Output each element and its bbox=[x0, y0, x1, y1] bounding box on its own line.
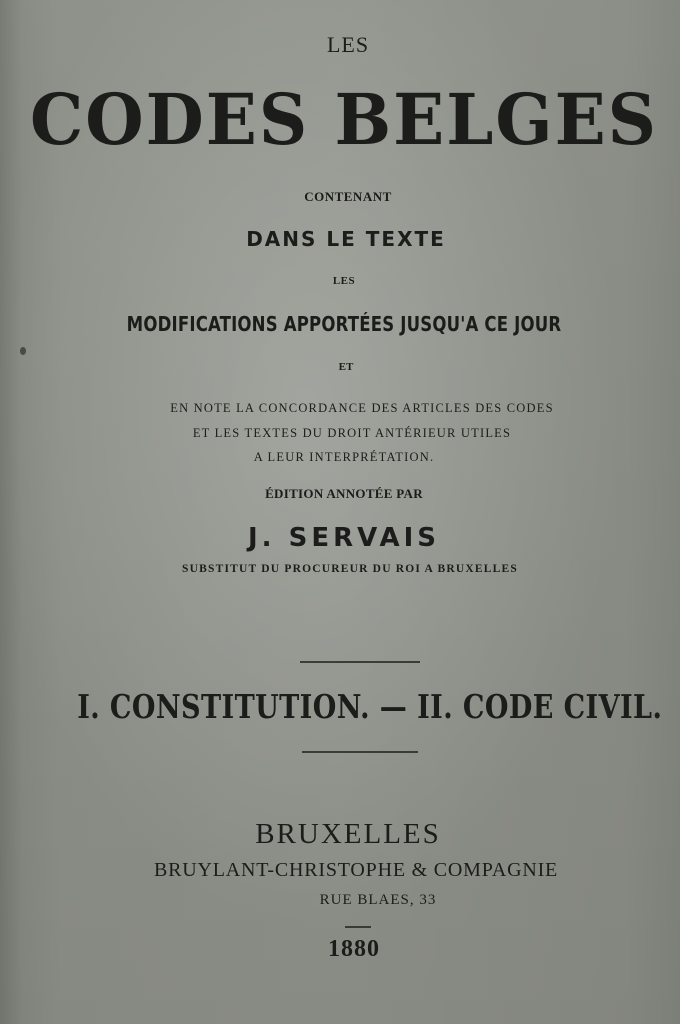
note-line: ET LES TEXTES DU DROIT ANTÉRIEUR UTILES bbox=[192, 426, 512, 440]
edition-line: ÉDITION ANNOTÉE PAR bbox=[265, 486, 423, 501]
divider-rule bbox=[300, 661, 420, 663]
ink-speck bbox=[20, 347, 26, 355]
les-heading: LES bbox=[326, 32, 370, 57]
publication-year: 1880 bbox=[328, 936, 380, 962]
short-divider bbox=[345, 926, 371, 928]
author-name: J. SERVAIS bbox=[248, 523, 440, 553]
contenant-line: CONTENANT bbox=[304, 189, 392, 204]
publisher-city: BRUXELLES bbox=[255, 818, 441, 850]
et-line: ET bbox=[338, 361, 354, 373]
modifications-line: MODIFICATIONS APPORTÉES JUSQU'A CE JOUR bbox=[126, 312, 562, 336]
divider-rule bbox=[302, 751, 418, 753]
volume-title: I. CONSTITUTION. — II. CODE CIVIL. bbox=[77, 687, 663, 726]
publisher-name: BRUYLANT-CHRISTOPHE & COMPAGNIE bbox=[153, 859, 559, 881]
note-line: A LEUR INTERPRÉTATION. bbox=[253, 450, 435, 464]
publisher-address: RUE BLAES, 33 bbox=[319, 892, 437, 908]
note-line: EN NOTE LA CONCORDANCE DES ARTICLES DES CODES bbox=[170, 401, 554, 415]
dans-le-texte-line: DANS LE TEXTE bbox=[246, 227, 446, 251]
book-title: CODES BELGES bbox=[29, 78, 659, 161]
les-line: LES bbox=[332, 275, 356, 287]
author-role: SUBSTITUT DU PROCUREUR DU ROI A BRUXELLES bbox=[182, 563, 518, 575]
